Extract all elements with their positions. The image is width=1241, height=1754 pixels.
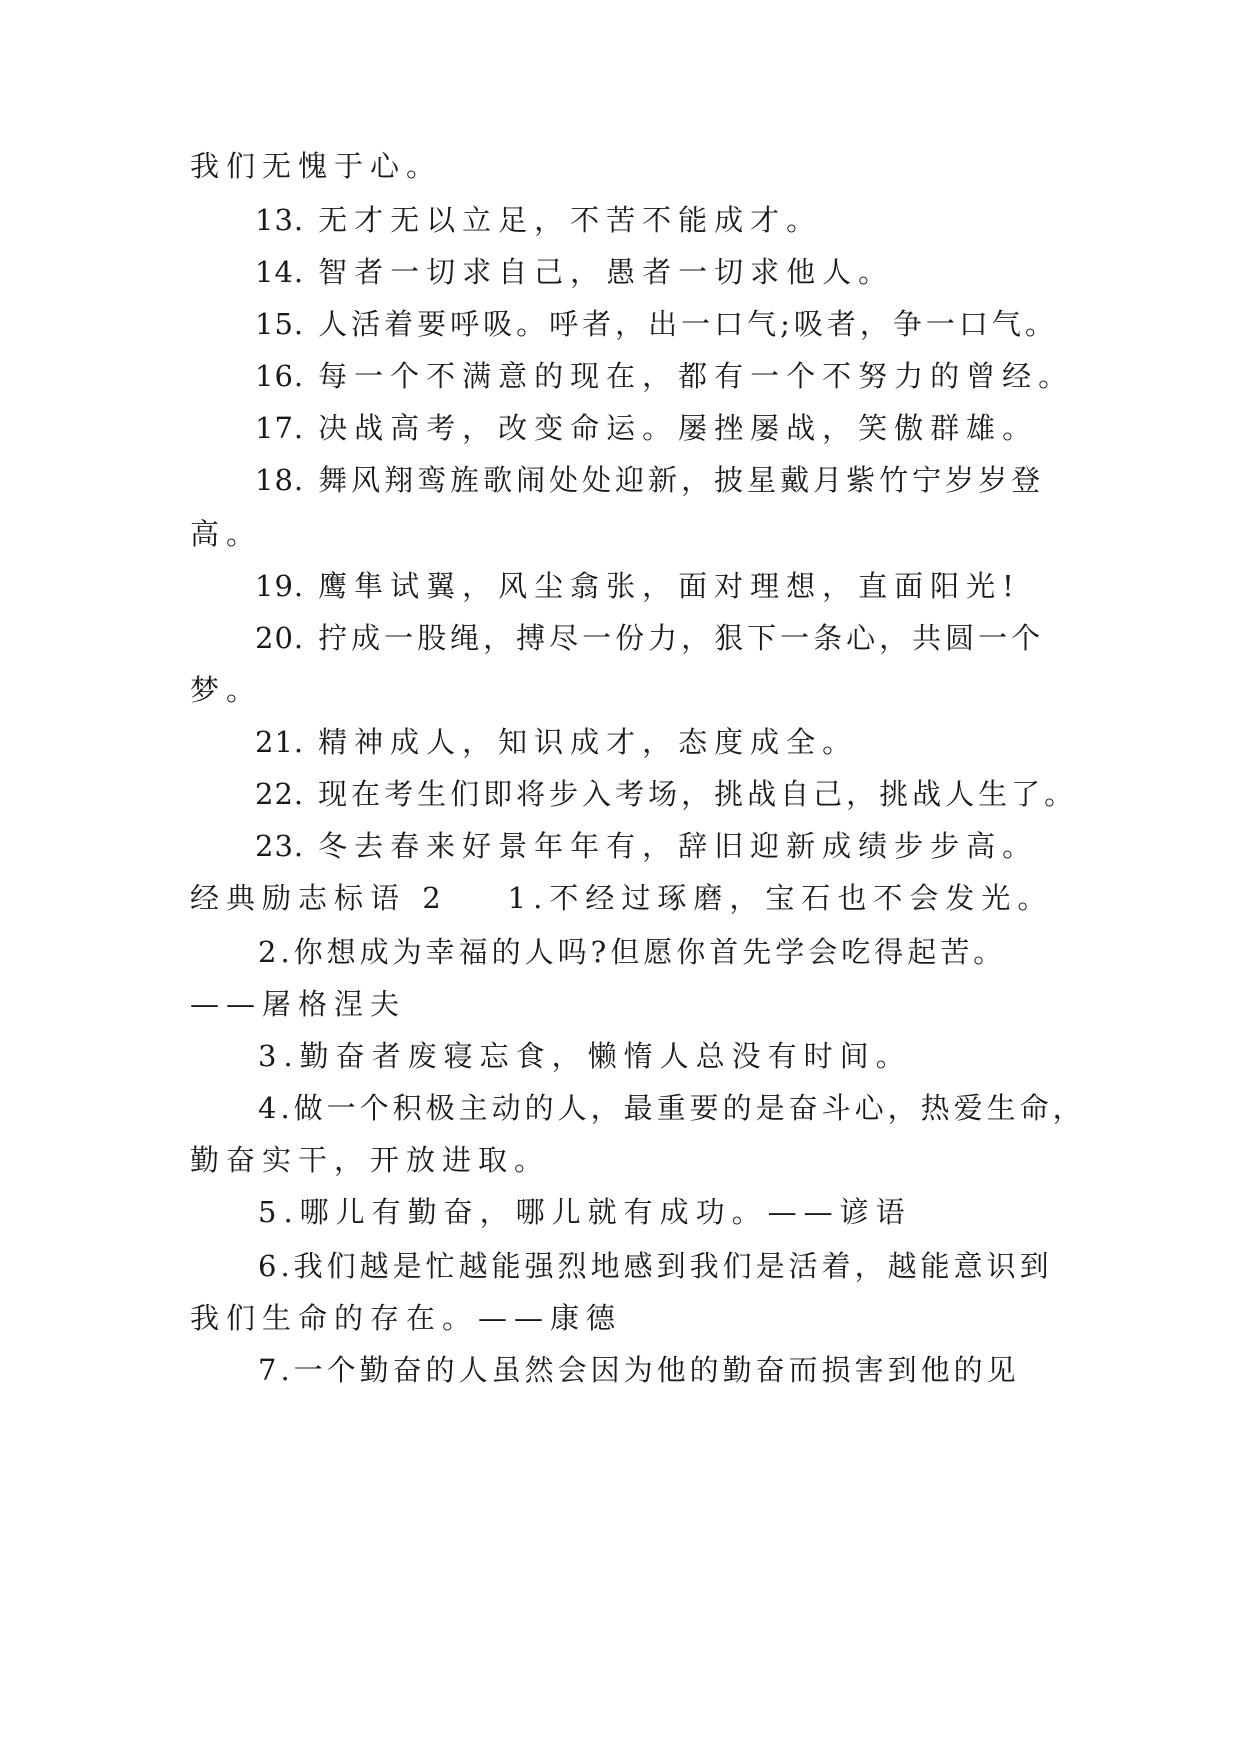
- list-item: 2.你想成为幸福的人吗?但愿你首先学会吃得起苦。: [258, 935, 1007, 969]
- item-text: 冬去春来好景年年有，辞旧迎新成绩步步高。: [318, 829, 1039, 863]
- section-heading: 经典励志标语 2: [190, 881, 448, 915]
- item-number: 23.: [255, 829, 305, 863]
- list-item: [255, 460, 1044, 500]
- item-number: 22.: [255, 777, 305, 811]
- item-number: 19.: [255, 569, 305, 603]
- list-item: 5.哪儿有勤奋，哪儿就有成功。——谚语: [258, 1195, 912, 1229]
- list-item: [255, 356, 1074, 396]
- item-text: 无才无以立足，不苦不能成才。: [318, 203, 823, 237]
- text-line: 勤奋实干，开放进取。: [190, 1143, 551, 1177]
- text-line: 高。: [190, 517, 263, 551]
- item-number: 16.: [255, 359, 305, 393]
- list-item: 3.勤奋者废寝忘食，懒惰人总没有时间。: [258, 1039, 912, 1073]
- list-item: [255, 618, 1044, 658]
- item-text: 每一个不满意的现在，都有一个不努力的曾经。: [318, 359, 1075, 393]
- item-text: 1.不经过琢磨，宝石也不会发光。: [507, 881, 1054, 915]
- list-item: [255, 304, 1058, 344]
- text-line: ——屠格涅夫: [190, 987, 407, 1021]
- item-number: 20.: [255, 621, 305, 655]
- item-text: 人活着要呼吸。呼者，出一口气;吸者，争一口气。: [318, 307, 1058, 341]
- item-number: 14.: [255, 255, 305, 289]
- item-text: 现在考生们即将步入考场，挑战自己，挑战人生了。: [318, 777, 1078, 811]
- list-item: 6.我们越是忙越能强烈地感到我们是活着，越能意识到: [258, 1249, 1053, 1283]
- item-number: 15.: [255, 307, 305, 341]
- list-item: [190, 878, 1053, 918]
- list-item: [255, 408, 1038, 448]
- list-item: [255, 722, 858, 762]
- item-text: 拧成一股绳，搏尽一份力，狠下一条心，共圆一个: [318, 621, 1045, 655]
- text-line: 我们生命的存在。——康德: [190, 1301, 623, 1335]
- item-number: 21.: [255, 725, 305, 759]
- item-number: 18.: [255, 463, 305, 497]
- item-number: 17.: [255, 411, 305, 445]
- item-number: 13.: [255, 203, 305, 237]
- text-line: 梦。: [190, 673, 263, 707]
- list-item: 4.做一个积极主动的人，最重要的是奋斗心，热爱生命，: [258, 1091, 1086, 1125]
- item-text: 智者一切求自己，愚者一切求他人。: [318, 255, 895, 289]
- list-item: [255, 200, 822, 240]
- text-line: 我们无愧于心。: [190, 149, 443, 183]
- item-text: 精神成人，知识成才，态度成全。: [318, 725, 859, 759]
- list-item: [255, 566, 1021, 606]
- list-item: [255, 252, 894, 292]
- item-text: 决战高考，改变命运。屡挫屡战，笑傲群雄。: [318, 411, 1039, 445]
- item-text: 舞风翔鸾旌歌闹处处迎新，披星戴月紫竹宁岁岁登: [318, 463, 1045, 497]
- item-text: 鹰隼试翼，风尘翕张，面对理想，直面阳光!: [318, 569, 1021, 603]
- list-item: [255, 826, 1038, 866]
- list-item: 7.一个勤奋的人虽然会因为他的勤奋而损害到他的见: [258, 1353, 1020, 1387]
- list-item: [255, 774, 1077, 814]
